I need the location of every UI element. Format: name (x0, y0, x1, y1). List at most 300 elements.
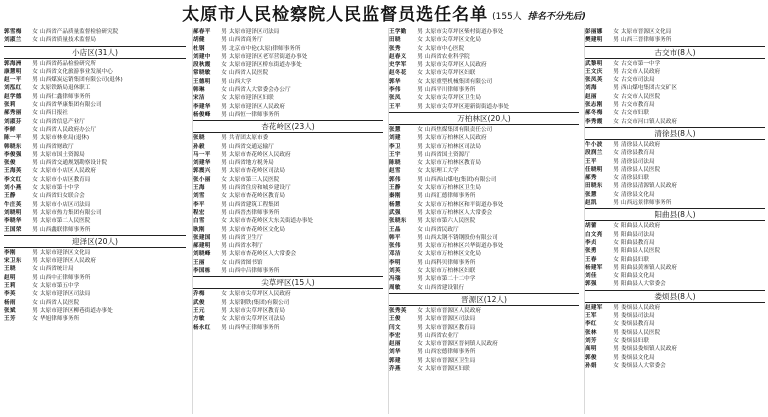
member-name: 郭华 (389, 78, 401, 85)
member-row (389, 332, 579, 340)
member-name: 王海 (193, 185, 205, 192)
member-sex: 男 (613, 85, 619, 92)
member-row (585, 84, 765, 92)
member-row (389, 86, 579, 94)
member-name: 康慧明 (4, 68, 22, 75)
member-name: 乔梅 (193, 291, 205, 298)
member-unit: 古交市人民医院 (621, 93, 661, 100)
member-row (193, 143, 383, 151)
member-row (4, 257, 186, 265)
member-sex: 女 (417, 226, 423, 233)
member-unit: 山西省建筑工程集团 (229, 201, 280, 208)
member-unit: 清徐县人民医院 (621, 166, 661, 173)
district-section (585, 208, 765, 288)
member-row (389, 61, 579, 69)
member-sex: 男 (613, 231, 619, 238)
member-sex: 女 (221, 87, 227, 94)
roster-column (4, 28, 186, 414)
member-row (193, 192, 383, 200)
member-unit: 太原市晋源区卫生局 (425, 357, 476, 364)
member-name: 赵雪 (389, 168, 401, 175)
member-sex: 男 (613, 166, 619, 173)
member-name: 张小丽 (193, 176, 211, 183)
member-unit: 太原市晋源区妇联 (425, 365, 470, 372)
member-row (585, 182, 765, 190)
member-unit: 阳曲县妇联 (621, 256, 649, 263)
member-sex: 女 (221, 259, 227, 266)
member-sex: 女 (613, 191, 619, 198)
member-name: 张建国 (193, 234, 211, 241)
member-unit: 山西省文化旅游事业发展中心 (40, 68, 113, 75)
member-unit: 太原市尖草坪区迎新街街道办事处 (425, 103, 509, 110)
member-name: 段秋霞 (193, 62, 211, 69)
member-unit: 太原市晋源区教育局 (425, 324, 476, 331)
member-unit: 山西科贝律师事务所 (425, 259, 476, 266)
member-row (4, 226, 186, 234)
member-row (585, 280, 765, 288)
district-section (4, 46, 186, 234)
member-row (389, 324, 579, 332)
member-row (4, 299, 186, 307)
member-unit: 古交市人民政府 (621, 68, 661, 75)
member-row (585, 256, 765, 264)
member-unit: 太原市杏花岭区人大常委会 (229, 251, 297, 258)
member-unit: 太原市迎泽区文化局 (40, 249, 91, 256)
member-name: 王元 (193, 307, 205, 314)
member-name: 刘英 (389, 268, 401, 275)
member-unit: 太原市尖草坪区柴村街道办事处 (425, 29, 504, 35)
member-name: 刘佳 (585, 273, 597, 280)
member-sex: 女 (613, 60, 619, 67)
member-name: 张凤英 (585, 77, 603, 84)
member-sex: 男 (221, 111, 227, 118)
member-name: 高明 (585, 346, 597, 353)
member-sex: 男 (613, 141, 619, 148)
member-unit: 太原市迎泽区妇联 (229, 95, 274, 102)
member-row (389, 36, 579, 44)
member-unit: 山西省人民政府办公厅 (40, 126, 96, 133)
member-sex: 男 (32, 218, 38, 225)
member-sex: 男 (221, 324, 227, 331)
member-unit: 山西省药品检验研究所 (40, 60, 96, 67)
member-name: 李秀霞 (585, 118, 603, 125)
member-name: 郭伟 (389, 176, 401, 183)
header (0, 0, 768, 30)
member-row (193, 151, 383, 159)
member-unit: 山西晋杰律师事务所 (229, 209, 280, 216)
member-unit: 太原市尖草坪区司法局 (229, 316, 285, 323)
order-note: 排名不分先后) (527, 11, 586, 22)
member-sex: 男 (221, 201, 227, 208)
district-heading: 小店区(31人) (4, 46, 186, 59)
member-unit: 山西省住房和城乡建设厅 (229, 185, 291, 192)
member-sex: 男 (221, 143, 227, 150)
member-name: 张晓东 (389, 218, 407, 225)
member-unit: 太原市第二十二中学 (425, 276, 476, 283)
member-row (4, 60, 186, 68)
member-sex: 男 (221, 268, 227, 275)
member-row (585, 118, 765, 126)
district-heading: 娄烦县(8人) (585, 290, 765, 303)
member-row (585, 141, 765, 149)
member-row (585, 28, 765, 36)
member-name: 彭丽娜 (585, 29, 603, 35)
member-sex: 男 (417, 87, 423, 94)
member-row (193, 103, 383, 111)
member-sex: 女 (613, 175, 619, 182)
member-row (4, 176, 186, 184)
member-name: 王德明 (193, 78, 211, 85)
member-sex: 女 (613, 150, 619, 157)
member-name: 刘小燕 (4, 185, 22, 192)
member-name: 郝建明 (193, 243, 211, 250)
member-name: 刘芳 (585, 337, 597, 344)
member-sex: 男 (613, 102, 619, 109)
member-sex: 男 (221, 78, 227, 85)
member-row (4, 68, 186, 76)
member-name: 杜钢 (193, 45, 205, 52)
member-row (585, 362, 765, 370)
member-unit: 山西省交通规划勘察设计院 (40, 160, 108, 167)
member-name: 任晓明 (585, 166, 603, 173)
member-unit: 古交市妇联 (621, 110, 649, 117)
member-unit: 山西省图书馆 (229, 259, 263, 266)
member-unit: 山西省产品质量监督检验研究院 (40, 29, 119, 35)
member-sex: 男 (221, 234, 227, 241)
member-row (4, 315, 186, 323)
member-unit: 阳曲县人民政府 (621, 223, 661, 230)
member-sex: 男 (417, 176, 423, 183)
member-unit: 太原市万柏林区卫生局 (425, 185, 481, 192)
member-unit: 阳曲县司法局 (621, 231, 655, 238)
member-sex: 男 (32, 307, 38, 314)
member-sex: 女 (417, 126, 423, 133)
member-sex: 女 (32, 176, 38, 183)
member-sex: 男 (417, 259, 423, 266)
member-name: 孙娟 (585, 362, 597, 369)
member-unit: 山西平川律师事务所 (425, 87, 476, 94)
member-sex: 女 (32, 299, 38, 306)
member-name: 李晓华 (4, 218, 22, 225)
member-unit: 太原市万柏林区妇联 (425, 268, 476, 275)
member-name: 胡蕾 (585, 223, 597, 230)
member-name: 李红 (585, 321, 597, 328)
member-unit: 太原理工大学 (425, 168, 459, 175)
member-sex: 男 (221, 45, 227, 52)
member-sex: 男 (221, 209, 227, 216)
member-name: 王国荣 (4, 226, 22, 233)
member-row (389, 365, 579, 373)
member-sex: 女 (417, 95, 423, 102)
member-name: 邓洁 (389, 251, 401, 258)
member-sex: 男 (221, 299, 227, 306)
member-sex: 女 (221, 291, 227, 298)
member-row (389, 307, 579, 315)
member-unit: 太原市尖草坪区文化局 (425, 37, 481, 44)
district-heading: 尖草坪区(15人) (193, 276, 383, 289)
member-sex: 男 (613, 281, 619, 288)
member-name: 白文亮 (585, 231, 603, 238)
member-row (389, 242, 579, 250)
district-section (193, 120, 383, 275)
member-unit: 山西省水利厅 (229, 243, 263, 250)
member-row (193, 69, 383, 77)
member-row (193, 259, 383, 267)
member-row (585, 329, 765, 337)
member-name: 秦刚 (389, 193, 401, 200)
member-sex: 男 (221, 243, 227, 250)
member-row (389, 103, 579, 111)
member-row (193, 217, 383, 225)
member-sex: 女 (417, 341, 423, 348)
member-unit: 清徐县人民政府 (621, 141, 661, 148)
district-heading: 清徐县(8人) (585, 127, 765, 140)
member-sex: 女 (32, 185, 38, 192)
member-name: 牛庄英 (4, 201, 22, 208)
member-row (4, 118, 186, 126)
member-name: 郭震兴 (193, 168, 211, 175)
member-row (193, 78, 383, 86)
member-row (4, 265, 186, 273)
member-unit: 太原市万柏林区和平街道办事处 (425, 201, 504, 208)
member-unit: 山西汇德律师事务所 (425, 193, 476, 200)
member-name: 赵建军 (585, 304, 603, 311)
member-sex: 男 (613, 200, 619, 207)
roster-column (388, 28, 579, 414)
member-unit: 太原钢铁(集团)有限公司 (229, 299, 290, 306)
member-unit: 山西恒一律师事务所 (229, 111, 280, 118)
member-name: 李刚 (4, 249, 16, 256)
member-sex: 女 (32, 85, 38, 92)
member-unit: 太原市迎泽区桥东街道办事处 (229, 62, 302, 69)
member-unit: 山西省农业厅 (425, 332, 459, 339)
member-unit: 娄烦县妇联 (621, 337, 649, 344)
member-unit: 太原市第五中学 (40, 283, 80, 290)
member-sex: 男 (417, 316, 423, 323)
member-unit: 太原市晋源区人民政府 (425, 307, 481, 314)
member-row (389, 134, 579, 142)
member-row (389, 234, 579, 242)
member-row (389, 53, 579, 61)
member-name: 刘晓峰 (193, 251, 211, 258)
member-row (4, 209, 186, 217)
member-row (389, 143, 579, 151)
member-sex: 女 (417, 78, 423, 85)
member-row (389, 267, 579, 275)
member-row (389, 78, 579, 86)
member-unit: 太原市尖草坪区人民政府 (229, 291, 291, 298)
member-unit: 太原市万柏林区人大常委会 (425, 209, 493, 216)
member-sex: 女 (417, 168, 423, 175)
member-sex: 男 (613, 346, 619, 353)
member-unit: 山西宏德律师事务所 (425, 349, 476, 356)
member-sex: 女 (221, 70, 227, 77)
member-sex: 女 (32, 168, 38, 175)
member-sex: 男 (221, 185, 227, 192)
member-sex: 男 (32, 249, 38, 256)
member-row (4, 307, 186, 315)
member-name: 樊建明 (585, 37, 603, 44)
member-name: 田晓 (389, 37, 401, 44)
member-sex: 女 (417, 201, 423, 208)
member-name: 赵冬花 (389, 70, 407, 77)
member-name: 张伟 (389, 243, 401, 250)
member-name: 张慧 (585, 191, 597, 198)
member-unit: 山西省妇女联合会 (40, 193, 85, 200)
member-sex: 女 (417, 284, 423, 291)
member-unit: 古交市河口镇人民政府 (621, 118, 677, 125)
member-row (585, 174, 765, 182)
member-name: 王海英 (4, 168, 22, 175)
member-row (389, 275, 579, 283)
member-sex: 男 (32, 209, 38, 216)
member-sex: 男 (417, 135, 423, 142)
member-sex: 男 (221, 53, 227, 60)
member-unit: 山西省人民医院 (229, 70, 269, 77)
member-unit: 太原市晋源区文化局 (621, 29, 672, 35)
member-row (193, 250, 383, 258)
member-sex: 女 (613, 118, 619, 125)
district-section (4, 28, 186, 45)
page-title: 太原市人民检察院人民监督员选任名单 (182, 5, 489, 25)
member-name: 郝秀丽 (4, 110, 22, 117)
member-unit: 太原市万柏林区文化局 (425, 251, 481, 258)
member-unit: 太原市杏花岭区司法局 (229, 168, 285, 175)
member-name: 李明 (389, 259, 401, 266)
member-name: 孙毅 (193, 143, 205, 150)
district-heading: 万柏林区(20人) (389, 112, 579, 125)
member-unit: 娄烦县人民政府 (621, 304, 661, 311)
member-name: 王宇 (389, 151, 401, 158)
member-name: 杨慧 (389, 201, 401, 208)
member-name: 段润兰 (585, 150, 603, 157)
member-row (389, 159, 579, 167)
member-sex: 女 (32, 266, 38, 273)
member-unit: 山西三晋律师事务所 (621, 37, 672, 44)
member-name: 张凤 (389, 95, 401, 102)
member-unit: 古交市第一中学 (621, 60, 661, 67)
member-sex: 男 (32, 151, 38, 158)
member-sex: 女 (417, 251, 423, 258)
member-sex: 女 (417, 160, 423, 167)
member-name: 耿刚 (193, 226, 205, 233)
member-name: 赵明 (4, 274, 16, 281)
member-unit: 太原市迎泽区人民政府 (40, 258, 96, 265)
member-sex: 女 (32, 291, 38, 298)
member-row (389, 126, 579, 134)
member-sex: 男 (32, 135, 38, 142)
member-unit: 清徐县司法局 (621, 158, 655, 165)
member-row (4, 28, 186, 36)
member-sex: 女 (32, 118, 38, 125)
member-sex: 男 (613, 248, 619, 255)
member-unit: 山西省信息产业厅 (40, 118, 85, 125)
member-name: 王晶 (389, 226, 401, 233)
member-name: 郝秀 (585, 175, 597, 182)
district-section (389, 293, 579, 373)
district-section (585, 127, 765, 207)
member-name: 李英 (4, 291, 16, 298)
member-unit: 共青团太原市委 (229, 135, 269, 142)
member-name: 白雪 (193, 218, 205, 225)
member-unit: 太原市尖草坪区卫生局 (425, 95, 481, 102)
member-name: 王丽 (193, 259, 205, 266)
member-unit: 山西省交通运输厅 (229, 143, 274, 150)
member-unit: 山西西山煤电(集团)有限公司 (425, 176, 497, 183)
member-name: 杨俊峰 (193, 111, 211, 118)
member-sex: 女 (32, 283, 38, 290)
member-unit: 太原市万柏林区兴华街道办事处 (425, 243, 504, 250)
member-name: 李建华 (193, 103, 211, 110)
member-sex: 女 (32, 68, 38, 75)
member-unit: 阳曲县人民医院 (621, 248, 661, 255)
member-name: 张勇 (585, 248, 597, 255)
member-sex: 男 (417, 103, 423, 110)
member-unit: 山西省地方税务局 (229, 160, 274, 167)
member-sex: 男 (613, 68, 619, 75)
member-row (4, 249, 186, 257)
member-unit: 娄烦县文化局 (621, 354, 655, 361)
member-name: 牛小波 (585, 141, 603, 148)
member-sex: 男 (221, 29, 227, 35)
member-sex: 女 (221, 218, 227, 225)
member-sex: 女 (613, 110, 619, 117)
member-name: 郭强 (585, 281, 597, 288)
member-row (4, 143, 186, 151)
member-unit: 山西省民政厅 (425, 226, 459, 233)
district-section (585, 28, 765, 45)
member-unit: 山西中吕律师事务所 (229, 268, 280, 275)
member-row (4, 126, 186, 134)
member-unit: 山西省人大常委会办公厅 (229, 87, 291, 94)
member-name: 赵春义 (389, 53, 407, 60)
member-row (4, 167, 186, 175)
member-name: 李卫 (389, 143, 401, 150)
member-sex: 女 (32, 316, 38, 323)
member-sex: 男 (32, 60, 38, 67)
member-row (389, 192, 579, 200)
member-sex: 男 (417, 151, 423, 158)
member-row (585, 191, 765, 199)
member-unit: 山西仁鑫律师事务所 (40, 93, 91, 100)
member-unit: 山西远景律师事务所 (621, 200, 672, 207)
member-row (585, 109, 765, 117)
member-row (4, 159, 186, 167)
member-sex: 男 (221, 37, 227, 44)
member-name: 宋卫东 (4, 258, 22, 265)
member-name: 史学军 (389, 62, 407, 69)
member-row (389, 357, 579, 365)
member-sex: 男 (613, 183, 619, 190)
member-unit: 山西太钢不锈钢股份有限公司 (425, 234, 498, 241)
member-row (193, 28, 383, 36)
member-name: 刘建中 (193, 53, 211, 60)
member-sex: 男 (417, 209, 423, 216)
member-row (4, 201, 186, 209)
member-unit: 阳曲县文化局 (621, 273, 655, 280)
member-name: 赵学德 (4, 93, 22, 100)
member-row (585, 93, 765, 101)
member-sex: 女 (613, 273, 619, 280)
member-name: 程宏 (193, 209, 205, 216)
member-row (389, 45, 579, 53)
member-name: 赵丽 (585, 93, 597, 100)
member-unit: 太原市第三人民医院 (229, 176, 280, 183)
member-row (389, 209, 579, 217)
member-name: 武黎明 (585, 60, 603, 67)
member-sex: 女 (613, 321, 619, 328)
member-unit: 山西省华康集团有限公司 (40, 102, 102, 109)
